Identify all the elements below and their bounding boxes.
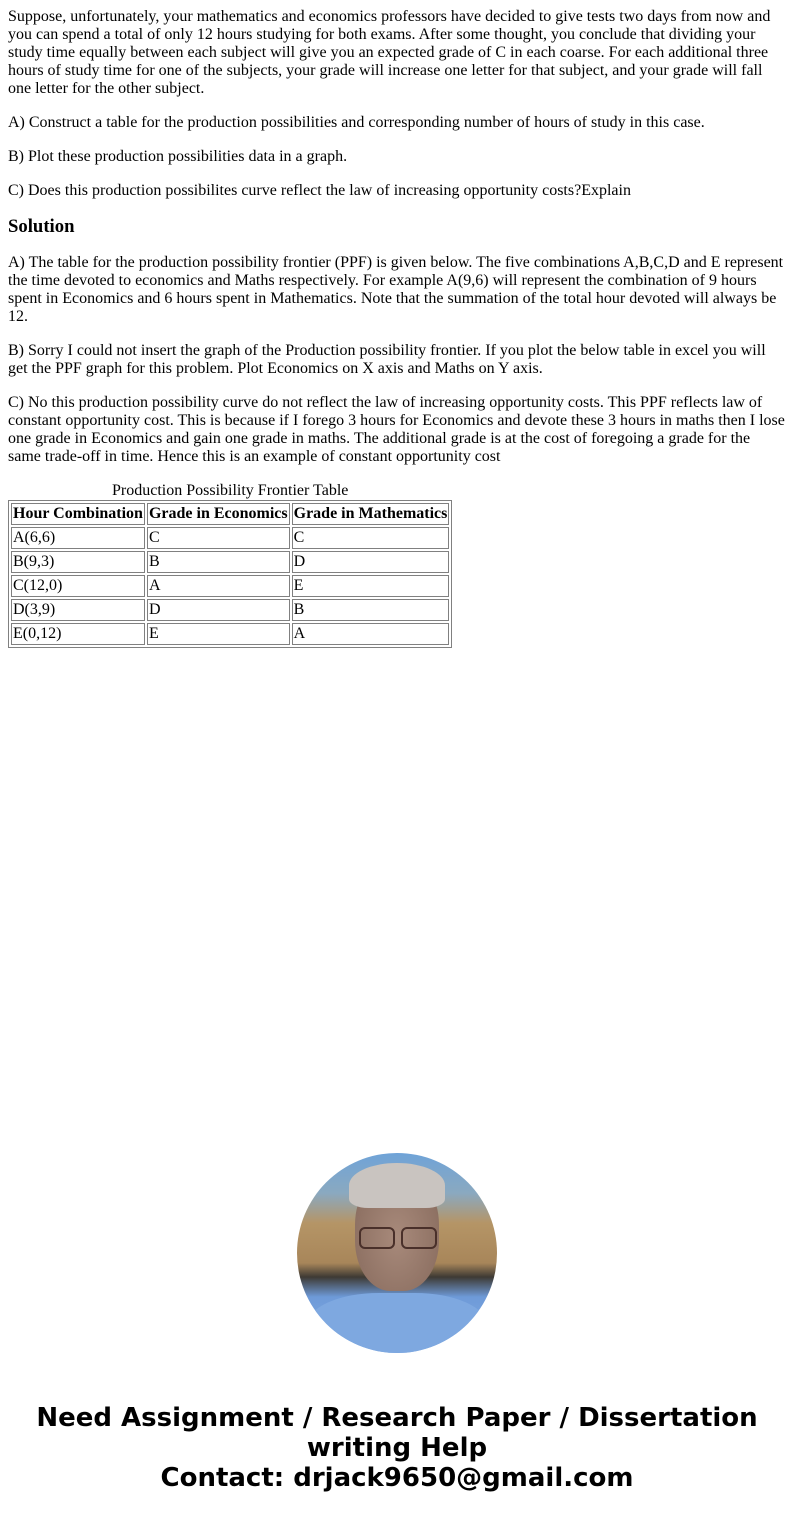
header-grade-economics: Grade in Economics (147, 503, 290, 525)
cell-mathematics: B (292, 599, 450, 621)
answer-b: B) Sorry I could not insert the graph of the Production possibility frontier. If you plot the below table in excel you will get the PPF graph for this problem. Plot Economics on X axis and Maths on Y axis. (8, 342, 766, 377)
header-grade-mathematics: Grade in Mathematics (292, 503, 450, 525)
document-body (8, 8, 786, 648)
cell-combination: B(9,3) (11, 551, 145, 573)
table-row (11, 527, 449, 549)
question-part-c: C) Does this production possibilites curve reflect the law of increasing opportunity costs?Explain (8, 182, 631, 199)
cell-economics: D (147, 599, 290, 621)
cell-combination: A(6,6) (11, 527, 145, 549)
table-row (11, 623, 449, 645)
cell-economics: E (147, 623, 290, 645)
author-avatar (297, 1153, 497, 1353)
contact-email: Contact: drjack9650@gmail.com (160, 1463, 634, 1493)
header-hour-combination: Hour Combination (11, 503, 145, 525)
cell-mathematics: C (292, 527, 450, 549)
cell-mathematics: A (292, 623, 450, 645)
avatar-glasses (359, 1227, 437, 1249)
question-part-b: B) Plot these production possibilities data in a graph. (8, 148, 348, 165)
answer-c: C) No this production possibility curve do not reflect the law of increasing opportunity costs. This PPF reflects law of constant opportunity cost. This is because if I forego 3 hours for Economics and devote these 3 hours in maths then I lose one grade in Economics and gain one grade in maths. The additional grade is at the cost of foregoing a grade for the same trade-off in time. Hence this is an example of constant opportunity cost (8, 394, 785, 465)
cell-economics: A (147, 575, 290, 597)
avatar-hair (349, 1163, 445, 1208)
contact-banner (0, 1403, 794, 1493)
cell-mathematics: D (292, 551, 450, 573)
cell-combination: E(0,12) (11, 623, 145, 645)
table-row (11, 599, 449, 621)
table-header-row (11, 503, 449, 525)
help-text: Need Assignment / Research Paper / Dissertation writing Help (36, 1403, 758, 1463)
table-row (11, 551, 449, 573)
ppf-table (8, 482, 452, 648)
cell-combination: D(3,9) (11, 599, 145, 621)
cell-economics: B (147, 551, 290, 573)
table-row (11, 575, 449, 597)
table-caption: Production Possibility Frontier Table (112, 482, 349, 499)
avatar-shirt (307, 1293, 487, 1353)
question-part-a: A) Construct a table for the production possibilities and corresponding number of hours of study in this case. (8, 114, 705, 131)
answer-a: A) The table for the production possibility frontier (PPF) is given below. The five combinations A,B,C,D and E represent the time devoted to economics and Maths respectively. For example A(9,6) will represent the combination of 9 hours spent in Economics and 6 hours spent in Mathematics. Note that the summation of the total hour devoted will always be 12. (8, 254, 784, 325)
cell-economics: C (147, 527, 290, 549)
question-intro: Suppose, unfortunately, your mathematics and economics professors have decided to give tests two days from now and you can spend a total of only 12 hours studying for both exams. After some thought, you conclude that dividing your study time equally between each subject will give you an expected grade of C in each coarse. For each additional three hours of study time for one of the subjects, your grade will increase one letter for that subject, and your grade will fall one letter for the other subject. (8, 8, 771, 97)
cell-mathematics: E (292, 575, 450, 597)
cell-combination: C(12,0) (11, 575, 145, 597)
solution-heading: Solution (8, 216, 75, 237)
